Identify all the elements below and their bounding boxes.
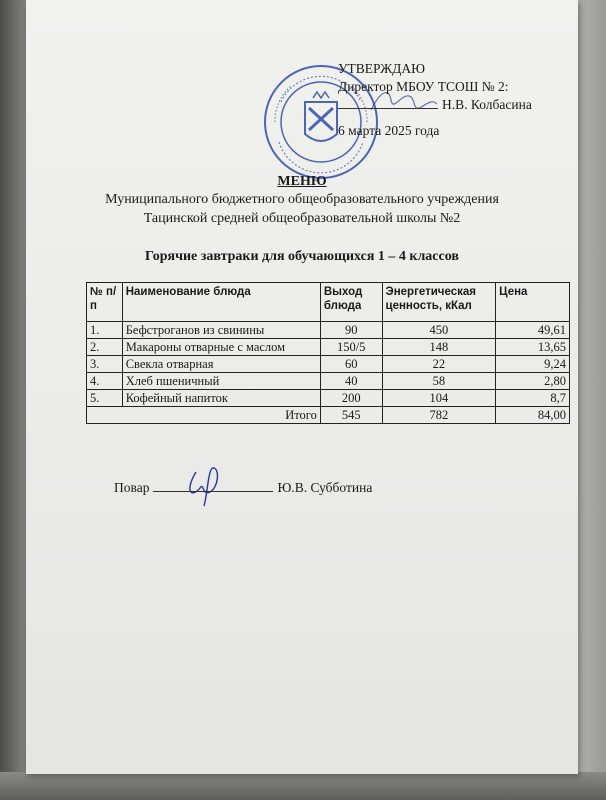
cell-energy: 148 <box>382 339 496 356</box>
cell-output: 90 <box>320 322 382 339</box>
total-energy: 782 <box>382 407 496 424</box>
approval-heading: УТВЕРЖДАЮ <box>338 61 426 76</box>
cell-num: 5. <box>87 390 123 407</box>
organization-line-1: Муниципального бюджетного общеобразовательного учреждения <box>105 192 499 207</box>
header-num: № п/п <box>87 283 123 322</box>
cell-name: Макароны отварные с маслом <box>122 339 320 356</box>
table-row <box>87 339 570 356</box>
cell-num: 2. <box>87 339 123 356</box>
table-row <box>87 356 570 373</box>
header-price: Цена <box>496 283 570 322</box>
cell-price: 9,24 <box>496 356 570 373</box>
cell-num: 3. <box>87 356 123 373</box>
cell-price: 2,80 <box>496 373 570 390</box>
header-name: Наименование блюда <box>122 283 320 322</box>
cook-name: Ю.В. Субботина <box>277 480 373 495</box>
menu-title: МЕНЮ <box>277 174 327 189</box>
table-row <box>87 390 570 407</box>
cell-energy: 450 <box>382 322 496 339</box>
total-label: Итого <box>87 407 321 424</box>
approval-date: 6 марта 2025 года <box>338 123 440 138</box>
approval-block <box>338 60 532 140</box>
cell-name: Хлеб пшеничный <box>122 373 320 390</box>
cell-output: 40 <box>320 373 382 390</box>
menu-subtitle: Горячие завтраки для обучающихся 1 – 4 классов <box>145 249 459 264</box>
cell-energy: 22 <box>382 356 496 373</box>
cell-output: 200 <box>320 390 382 407</box>
total-price: 84,00 <box>496 407 570 424</box>
cook-signature-line <box>153 491 273 492</box>
cell-price: 8,7 <box>496 390 570 407</box>
total-output: 545 <box>320 407 382 424</box>
approval-name-line <box>338 96 532 114</box>
cell-num: 4. <box>87 373 123 390</box>
cell-output: 60 <box>320 356 382 373</box>
cook-block <box>114 480 372 496</box>
cook-label: Повар <box>114 480 150 495</box>
cell-output: 150/5 <box>320 339 382 356</box>
cell-num: 1. <box>87 322 123 339</box>
cell-energy: 58 <box>382 373 496 390</box>
cell-price: 49,61 <box>496 322 570 339</box>
table-total-row <box>87 407 570 424</box>
approval-name: Н.В. Колбасина <box>442 97 532 112</box>
cell-price: 13,65 <box>496 339 570 356</box>
background-bottom <box>0 772 606 800</box>
organization-line-2: Тацинской средней общеобразовательной школы №2 <box>143 211 461 226</box>
header-output: Выход блюда <box>320 283 382 322</box>
cell-energy: 104 <box>382 390 496 407</box>
menu-table <box>86 282 570 424</box>
header-energy: Энергетическая ценность, кКал <box>382 283 496 322</box>
table-header-row <box>87 283 570 322</box>
table-row <box>87 322 570 339</box>
cell-name: Бефстроганов из свинины <box>122 322 320 339</box>
table-row <box>87 373 570 390</box>
cell-name: Свекла отварная <box>122 356 320 373</box>
cell-name: Кофейный напиток <box>122 390 320 407</box>
document-sheet <box>26 0 578 774</box>
signature-line <box>338 108 438 109</box>
approval-position: Директор МБОУ ТСОШ № 2: <box>338 79 509 94</box>
